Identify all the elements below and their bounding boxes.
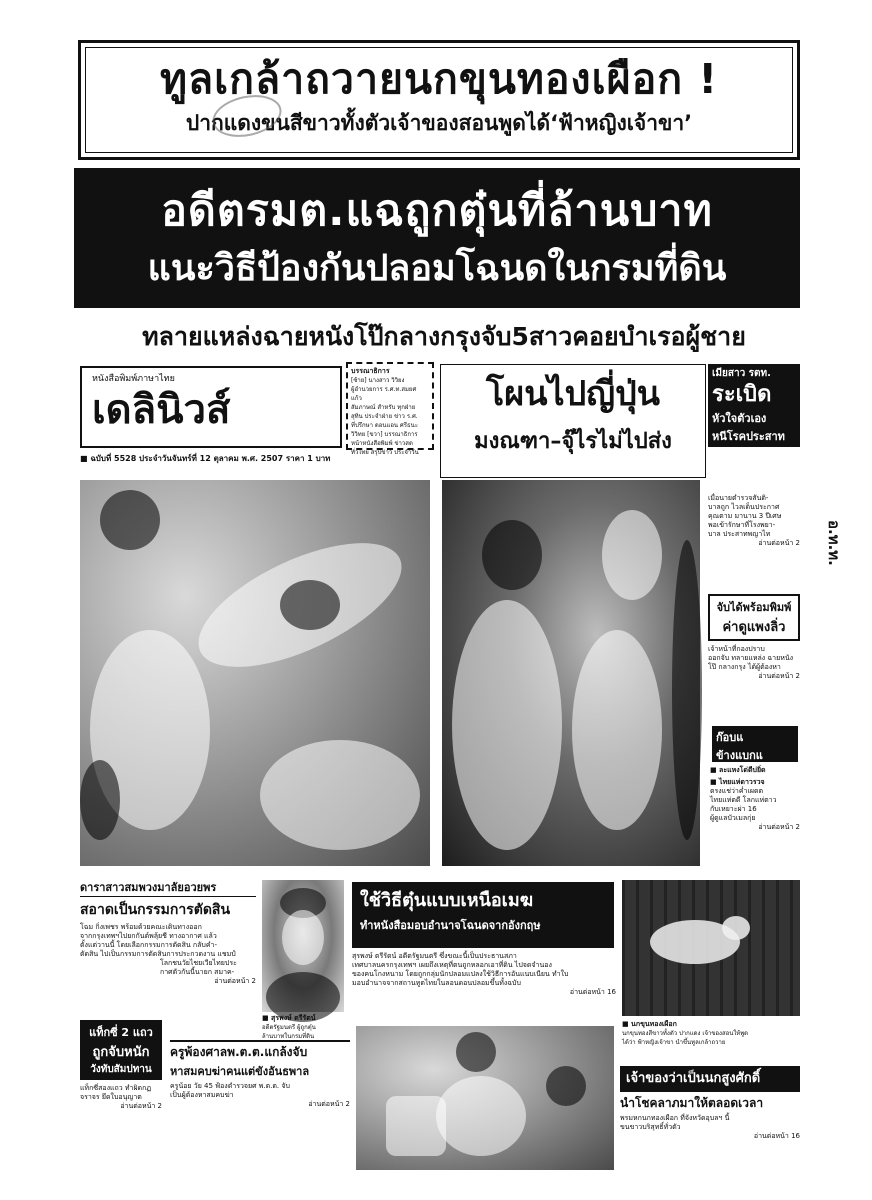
sidebar-tease-big: ระเบิด xyxy=(712,382,772,407)
story-court-more: อ่านต่อหน้า 2 xyxy=(308,1100,350,1108)
story-fraud-body xyxy=(352,952,616,1022)
portrait-caption-line3: ล้านบาทในกรมที่ดิน xyxy=(262,1033,315,1040)
portrait-caption-line2: อดีตรัฐมนตรี ผู้ถูกตุ๋น xyxy=(262,1024,316,1031)
story-fraud-headline xyxy=(352,882,614,948)
column-item: กับเหยาะผ่า 16 xyxy=(710,805,757,813)
story-arrest xyxy=(80,1020,162,1168)
top-headline: ทูลเกล้าถวายนกขุนทองเผือก ! xyxy=(159,55,719,103)
column-items xyxy=(710,766,800,876)
masthead-issue-line: ■ ฉบับที่ 5528 ประจำวันจันทร์ที่ 12 ตุลาคม พ.ศ. 2507 ราคา 1 บาท xyxy=(80,454,331,463)
sidebar-tease-sub2: หนีโรคประสาท xyxy=(712,430,785,443)
sidebar-tease-body-line: คุณตาม มานาน 3 ปีเศษ xyxy=(708,512,782,520)
masthead xyxy=(80,366,342,448)
story-fraud-body-line: มอบอำนาจจากสถานทูตไทยในลอนดอนปลอมขึ้นทั้งฉบับ xyxy=(352,979,521,987)
column-box xyxy=(712,726,798,762)
sidebar-story-2-head1: จับได้พร้อมพิมพ์ xyxy=(716,601,792,614)
top-subline: ปากแดงขนสีขาวทั้งตัวเจ้าของสอนพูดได้‘ฟ้าหญิงเจ้าขา’ xyxy=(185,111,693,135)
story-actress-body-line: โฉม กิ่งเพชร พร้อมด้วยคณะเดินทางออก xyxy=(80,923,202,931)
sidebar-story-2-more: อ่านต่อหน้า 2 xyxy=(758,672,800,680)
column-box-title2: ข้างแบกแ xyxy=(716,749,763,762)
sidebar-tease-body xyxy=(708,494,800,590)
story-fraud-body-line: ของคนโกงหนาม โดยถูกกลุ่มนักปลอมแปลงใช้วิธีการอันแนบเนียน ทำใบ xyxy=(352,970,569,978)
bird-caption-line1: ■ นกขุนทองเผือก xyxy=(622,1020,677,1028)
story-fraud-head2: ทำหนังสือมอบอำนาจโฉนดจากอังกฤษ xyxy=(360,919,541,932)
story-actress-body-line: โลกชนวัยไชยเวียไทยประ xyxy=(160,959,237,967)
column-item: ■ ละแหงโด่ดีบ่ยิ่ด xyxy=(710,766,766,774)
news-photo-farewell xyxy=(442,480,700,866)
editor-box-title: บรรณาธิการ xyxy=(351,367,390,375)
story-owner-head1: เจ้าของว่าเป็นนกสูงศักดิ์ xyxy=(626,1071,761,1086)
story-owner-body-line: พรมหกนกทองเผือก ที่จังหวัดอุบลฯ นี้ xyxy=(620,1114,730,1122)
sidebar-tease-body-line: พอเข้ารักษาที่โรงพยา- xyxy=(708,521,776,529)
sidebar-tease-body-line: บาล ประสาทพญาไท xyxy=(708,530,771,538)
deck-line-1: อดีตรมต.แฉถูกตุ๋นที่ล้านบาท xyxy=(161,186,713,236)
portrait-caption-line1: ■ สุรพงษ์ ตรีรัตน์ xyxy=(262,1014,316,1022)
masthead-tagline: หนังสือพิมพ์ภาษาไทย xyxy=(92,374,175,384)
story-court-head2: หาสมคบฆ่าคนแต่ขังอันธพาล xyxy=(170,1065,310,1078)
side-vertical-text: อ.ท.ท. xyxy=(825,520,843,566)
story-actress-head2: สอาดเป็นกรรมการตัดสิน xyxy=(80,902,231,918)
deck-bar xyxy=(74,168,800,308)
bird-caption-line2: นกขุนทองสีขาวทั้งตัว ปากแดง เจ้าของสอนให้พูด xyxy=(622,1030,749,1037)
story-fraud-body-line: สุรพงษ์ ตรีรัตน์ อดีตรัฐมนตรี ซึ่งขณะนี้เป็นประธานสภา xyxy=(352,952,517,960)
main-story-headline xyxy=(440,364,706,478)
portrait-caption xyxy=(262,1014,348,1041)
sidebar-tease-top: เมียสาว รตท. xyxy=(712,368,771,379)
masthead-logo: เดลินิวส์ xyxy=(92,386,231,433)
story-arrest-body-line: แท็กซี่สองแถว ทำผิดกฏ xyxy=(80,1084,152,1092)
editor-box-line: ทั่วไทย สรุปข่าว ประจำวัน xyxy=(351,449,419,456)
column-item: ผู้ดูแลบัวเมลกุ่ย xyxy=(710,814,756,822)
bird-caption-line3: ได้ว่า ฟ้าหญิงเจ้าขา นำขึ้นทูลเกล้าถวาย xyxy=(622,1039,726,1046)
story-arrest-body-line: จราจร ยึดใบอนุญาต xyxy=(80,1093,142,1101)
story-court-body-line: ครูน้อย วัย 45 ฟ้องตำรวจยศ พ.ต.ต. จับ xyxy=(170,1082,290,1090)
story-fraud-head1: ใช้วิธีตุ๋นแบบเหนือเมฆ xyxy=(360,890,534,911)
editor-box-line: สัมภาษณ์ สำหรับ ทุกฝ่าย xyxy=(351,404,416,411)
story-actress-body-line: กาศตัวกันนี้นายก สมาค- xyxy=(160,968,235,976)
story-arrest-head3: วังทับสัมปทาน xyxy=(90,1064,152,1075)
sidebar-story-2-head2: ค่าดูแพงลิ่ว xyxy=(722,620,786,635)
sidebar-story-2-body-line: เจ้าหน้าที่กองปราบ xyxy=(708,645,765,653)
story-court-body-line: เป็นผู้ต้องหาสมคบฆ่า xyxy=(170,1091,234,1099)
story-court xyxy=(170,1040,350,1170)
story-arrest-head1: แท็กซี่ 2 แถว xyxy=(89,1026,153,1039)
sidebar-story-2-body-line: ออกจับ ทลายแหล่ง ฉายหนัง xyxy=(708,654,794,662)
editor-box xyxy=(346,362,434,456)
deck-line-2: แนะวิธีป้องกันปลอมโฉนดในกรมที่ดิน xyxy=(147,248,727,289)
editor-box-line: สุทิน ประจำฝ่าย ข่าว ร.ศ. xyxy=(351,413,418,420)
main-story-headline-1: โผนไปญี่ปุ่น xyxy=(486,374,660,414)
story-actress-head1: ดาราสาวสมพวงมาลัยอวยพร xyxy=(80,880,256,897)
column-item: ■ ไทยแห่ดาวรวจ xyxy=(710,778,765,786)
story-owner-body-line: ขนขาวบริสุทธิ์ทั่วตัว xyxy=(620,1123,681,1131)
sidebar-tease-body-line: เมื่อนายตำรวจสันติ- xyxy=(708,494,769,502)
column-box-title1: ก๊อบแ xyxy=(716,731,744,744)
story-fraud-more: อ่านต่อหน้า 16 xyxy=(569,988,616,996)
story-actress-body-line: ตั้งแต่วานนี้ โดยเลือกกรรมการตัดสิน กลับคำ- xyxy=(80,941,217,949)
portrait-photo xyxy=(262,880,344,1012)
news-photo-crowd xyxy=(80,480,430,866)
story-owner-more: อ่านต่อหน้า 16 xyxy=(753,1132,800,1140)
mid-headline: ทลายแหล่งฉายหนังโป๊กลางกรุงจับ5สาวคอยบำเรอผู้ชาย xyxy=(142,322,746,351)
column-item: ตรงแช่ว่าค่ำเผดต xyxy=(710,787,764,795)
story-arrest-head2: ถูกจับหนัก xyxy=(92,1045,150,1060)
bird-photo xyxy=(622,880,800,1016)
story-owner xyxy=(620,1066,800,1170)
sidebar-tease-more: อ่านต่อหน้า 2 xyxy=(758,539,800,547)
story-arrest-more: อ่านต่อหน้า 2 xyxy=(120,1102,162,1110)
editor-box-line: ผู้อำนวยการ ร.ศ.ท.สมยศ แก้ว xyxy=(351,386,417,402)
main-story-headline-2: มงณฑา–จุ๊ไรไม่ไปส่ง xyxy=(474,429,672,454)
news-photo-bird-presentation xyxy=(356,1026,614,1170)
sidebar-tease xyxy=(708,364,800,492)
editor-box-line: ที่ปรึกษา ดอนแอน ศรีธนะ xyxy=(351,422,418,429)
story-actress-body-line: จากกรุงเทพฯไปยกกันต์พลุ้ยชี ทางอากาศ แล้ว xyxy=(80,932,217,940)
column-item: อ่านต่อหน้า 2 xyxy=(758,823,800,831)
story-actress xyxy=(80,880,256,1018)
column-item: ไทยแห่ตดี โลกแห่ตาว xyxy=(710,796,777,804)
sidebar-tease-sub1: หัวใจตัวเอง xyxy=(712,412,767,425)
sidebar-story-2-body-line: โป๊ กลางกรุง ได้ผู้ต้องหา xyxy=(708,663,781,671)
sidebar-story-2 xyxy=(708,594,800,716)
top-banner xyxy=(78,40,800,160)
story-court-head1: ครูพ้องศาลพ.ต.ต.แกล้งจับ xyxy=(170,1040,350,1062)
editor-box-line: [ซ้าย] นางสาว วิวิยง xyxy=(351,377,405,384)
story-actress-body-line: ตัดสิน ไปเป็นกรรมการตัดสินการประกวดงาน แชมป์ xyxy=(80,950,236,958)
story-fraud-body-line: เทศบาลนครกรุงเทพฯ เผยถึงเหตุที่ตนถูกหลอกเอาที่ดิน ไปจดจำนอง xyxy=(352,961,552,969)
bird-caption xyxy=(622,1020,800,1047)
story-owner-head2: นำโชคลาภมาให้ตลอดเวลา xyxy=(620,1096,764,1110)
editor-box-line: วิวิทย [ขวา] บรรณาธิการ xyxy=(351,431,418,438)
story-actress-more: อ่านต่อหน้า 2 xyxy=(214,977,256,985)
sidebar-tease-body-line: บาลถูก ไวลเด็นประกาศ xyxy=(708,503,780,511)
editor-box-line: หน้าหนังสือพิมพ์ ข่าวสด xyxy=(351,440,413,447)
